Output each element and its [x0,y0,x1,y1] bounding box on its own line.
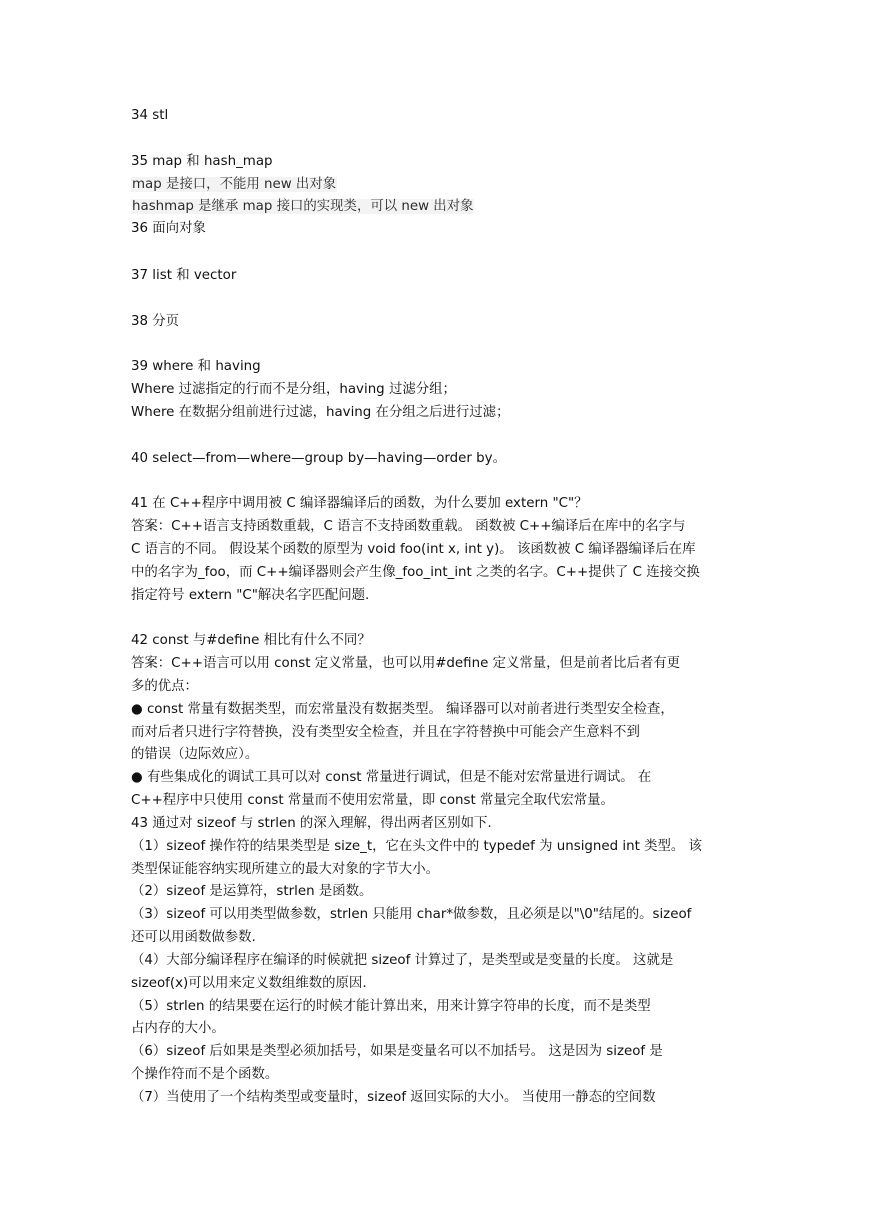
text-line: C++程序中只使用 const 常量而不使用宏常量，即 const 常量完全取代宏常量。 [131,793,614,808]
text-line: Where 在数据分组前进行过滤，having 在分组之后进行过滤； [131,405,510,420]
list-item: （7）当使用了一个结构类型或变量时，sizeof 返回实际的大小。 当使用一静态的空间数 [131,1090,656,1105]
list-item: （2）sizeof 是运算符，strlen 是函数。 [131,884,373,899]
heading-41: 41 在 C++程序中调用被 C 编译器编译后的函数，为什么要加 extern "C"？ [131,496,588,511]
text-line: C 语言的不同。 假设某个函数的原型为 void foo(int x, int y)。 该函数被 C 编译器编译后在库 [131,542,696,557]
text-line: 占内存的大小。 [131,1021,225,1036]
text-line: sizeof(x)可以用来定义数组维数的原因. [131,976,367,991]
text-line: 答案：C++语言支持函数重载，C 语言不支持函数重载。 函数被 C++编译后在库中的名字与 [131,519,686,534]
heading-42: 42 const 与#define 相比有什么不同？ [131,633,371,648]
heading-43: 43 通过对 sizeof 与 strlen 的深入理解，得出两者区别如下. [131,816,492,831]
heading-37: 37 list 和 vector [131,268,237,283]
heading-35: 35 map 和 hash_map [131,154,273,169]
heading-39: 39 where 和 having [131,359,261,374]
highlight-text: map 是接口，不能用 new 出对象 [132,177,337,192]
highlighted-line [131,197,474,217]
highlight-text: hashmap 是继承 map 接口的实现类，可以 new 出对象 [132,199,474,214]
heading-34: 34 stl [131,108,169,123]
heading-38: 38 分页 [131,314,180,329]
bullet-line: ● 有些集成化的调试工具可以对 const 常量进行调试，但是不能对宏常量进行调试。 在 [131,770,652,785]
list-item: （6）sizeof 后如果是类型必须加括号，如果是变量名可以不加括号。 这是因为 sizeof 是 [131,1044,663,1059]
text-line: 中的名字为_foo，而 C++编译器则会产生像_foo_int_int 之类的名字。C++提供了 C 连接交换 [131,565,700,580]
text-line: 类型保证能容纳实现所建立的最大对象的字节大小。 [131,862,439,877]
text-line: Where 过滤指定的行而不是分组，having 过滤分组； [131,382,456,397]
text-line: 的错误（边际效应）。 [131,747,259,762]
list-item: （5）strlen 的结果要在运行的时候才能计算出来，用来计算字符串的长度，而不是类型 [131,999,651,1014]
text-line: 而对后者只进行字符替换，没有类型安全检查，并且在字符替换中可能会产生意料不到 [131,725,640,740]
text-line: 个操作符而不是个函数。 [131,1067,279,1082]
text-line: 指定符号 extern "C"解决名字匹配问题. [131,588,370,603]
text-line: 多的优点： [131,679,198,694]
heading-36: 36 面向对象 [131,221,206,236]
highlighted-line [131,175,337,195]
text-line: 还可以用函数做参数. [131,930,256,945]
list-item: （1）sizeof 操作符的结果类型是 size_t，它在头文件中的 typedef 为 unsigned int 类型。 该 [131,839,702,854]
heading-40: 40 select—from—where—group by—having—order by。 [131,451,506,466]
text-line: 答案：C++语言可以用 const 定义常量，也可以用#define 定义常量，但是前者比后者有更 [131,656,681,671]
list-item: （4）大部分编译程序在编译的时候就把 sizeof 计算过了，是类型或是变量的长度。 这就是 [131,953,674,968]
list-item: （3）sizeof 可以用类型做参数，strlen 只能用 char*做参数，且必须是以"\0"结尾的。sizeof [131,907,692,922]
bullet-line: ● const 常量有数据类型，而宏常量没有数据类型。 编译器可以对前者进行类型安全检查， [131,702,674,717]
